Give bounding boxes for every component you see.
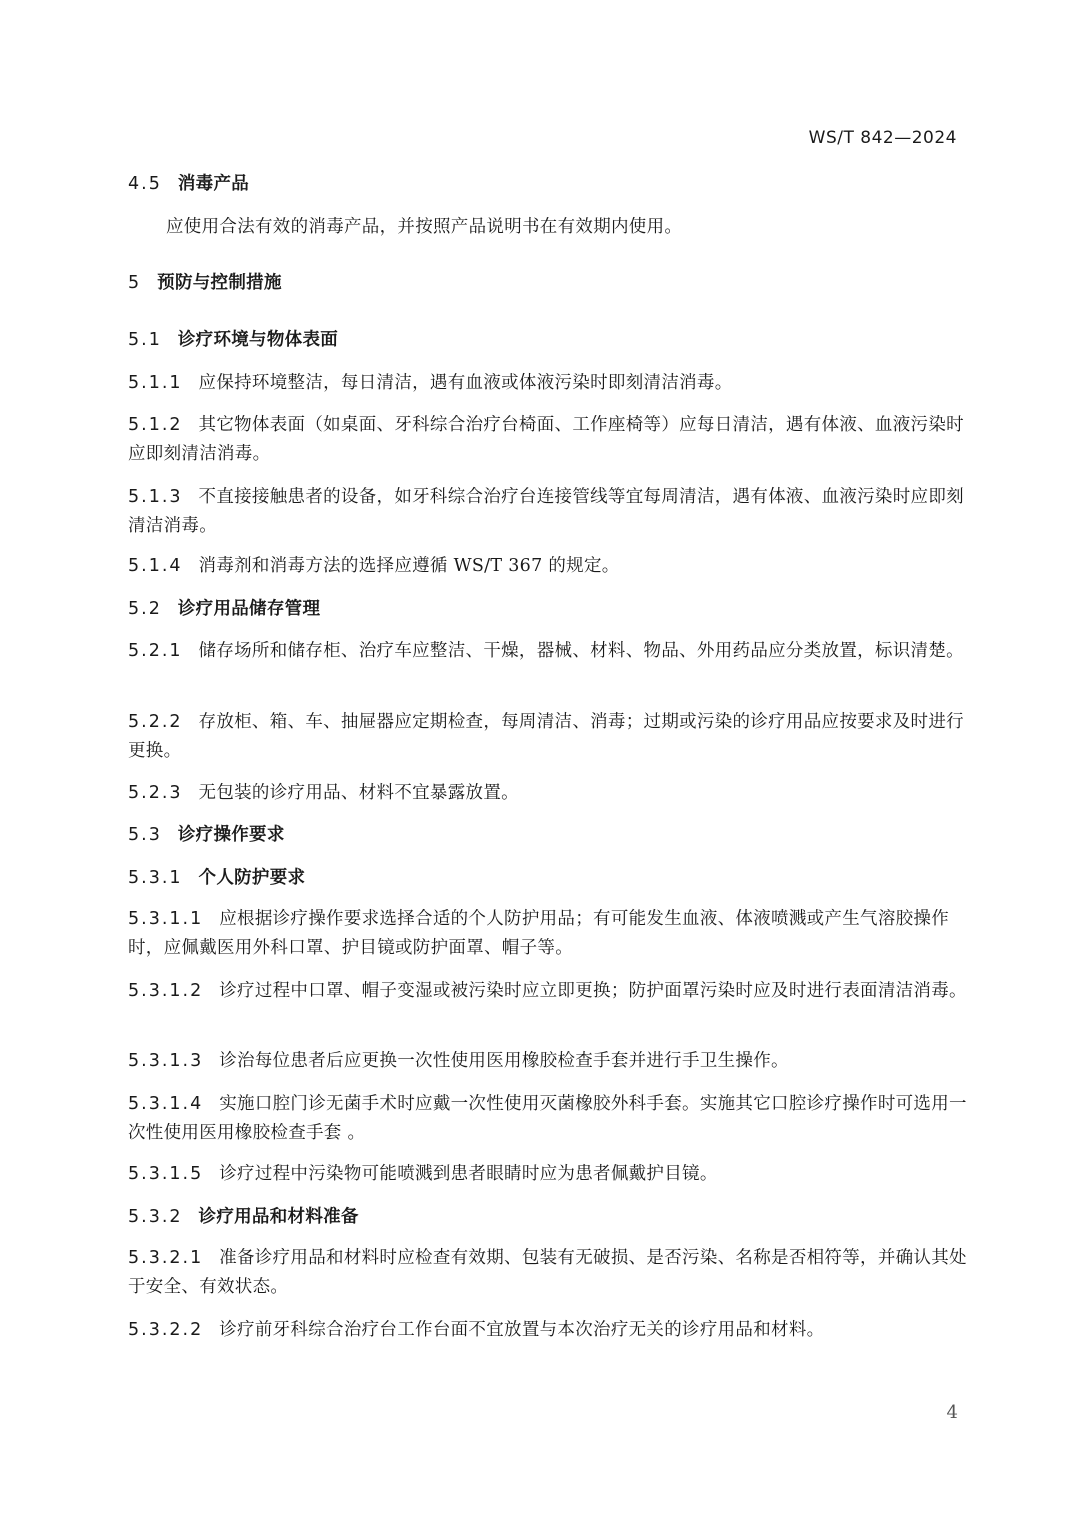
clause-5-3-2-2	[128, 1316, 978, 1345]
section-heading-5-3-2	[128, 1203, 359, 1232]
clause-text: 诊疗过程中污染物可能喷溅到患者眼睛时应为患者佩戴护目镜。	[219, 1164, 718, 1184]
clause-5-3-1-3	[128, 1047, 978, 1076]
clause-text: 不直接接触患者的设备，如牙科综合治疗台连接管线等宜每周清洁，遇有体液、血液污染时应即刻清洁消毒。	[128, 487, 964, 536]
clause-5-3-1-4	[128, 1090, 978, 1148]
section-heading-4-5	[128, 170, 249, 199]
section-heading-5-3	[128, 821, 285, 850]
clause-number: 5.3.1	[128, 868, 183, 888]
clause-number: 5.1	[128, 330, 162, 350]
clause-5-3-1-1	[128, 905, 978, 963]
clause-number: 5.3.2	[128, 1207, 183, 1227]
clause-text: 诊疗过程中口罩、帽子变湿或被污染时应立即更换；防护面罩污染时应及时进行表面清洁消毒。	[219, 981, 967, 1001]
clause-number: 5.3	[128, 825, 162, 845]
clause-text: 应保持环境整洁，每日清洁，遇有血液或体液污染时即刻清洁消毒。	[198, 373, 733, 393]
clause-number: 5.1.4	[128, 556, 183, 576]
clause-5-3-1-2	[128, 977, 978, 1006]
clause-5-3-2-1	[128, 1244, 978, 1302]
heading-text: 诊疗操作要求	[177, 825, 285, 845]
clause-number: 4.5	[128, 174, 162, 194]
clause-number: 5.2.2	[128, 712, 183, 732]
clause-text: 其它物体表面（如桌面、牙科综合治疗台椅面、工作座椅等）应每日清洁，遇有体液、血液污染时应即刻清洁消毒。	[128, 415, 964, 464]
clause-5-2-1	[128, 637, 978, 666]
section-heading-5-3-1	[128, 864, 305, 893]
clause-number: 5.2.1	[128, 641, 183, 661]
clause-text: 存放柜、箱、车、抽屉器应定期检查，每周清洁、消毒；过期或污染的诊疗用品应按要求及时进行更换。	[128, 712, 964, 761]
heading-text: 预防与控制措施	[157, 273, 282, 293]
clause-text: 储存场所和储存柜、治疗车应整洁、干燥，器械、材料、物品、外用药品应分类放置，标识清楚。	[198, 641, 964, 661]
clause-5-1-1	[128, 369, 978, 398]
heading-text: 消毒产品	[177, 174, 250, 194]
clause-number: 5.3.1.2	[128, 981, 204, 1001]
clause-number: 5.1.2	[128, 415, 183, 435]
clause-number: 5.2.3	[128, 783, 183, 803]
clause-number: 5.3.1.3	[128, 1051, 204, 1071]
clause-text: 准备诊疗用品和材料时应检查有效期、包装有无破损、是否污染、名称是否相符等，并确认其处于安全、有效状态。	[128, 1248, 967, 1297]
clause-text: 诊治每位患者后应更换一次性使用医用橡胶检查手套并进行手卫生操作。	[219, 1051, 789, 1071]
clause-number: 5	[128, 273, 142, 293]
clause-text: 诊疗前牙科综合治疗台工作台面不宜放置与本次治疗无关的诊疗用品和材料。	[219, 1320, 825, 1340]
section-heading-5	[128, 269, 282, 298]
clause-text: 应根据诊疗操作要求选择合适的个人防护用品；有可能发生血液、体液喷溅或产生气溶胶操作时，应佩戴医用外科口罩、护目镜或防护面罩、帽子等。	[128, 909, 950, 958]
clause-text: 实施口腔门诊无菌手术时应戴一次性使用灭菌橡胶外科手套。实施其它口腔诊疗操作时可选用一次性使用医用橡胶检查手套 。	[128, 1094, 967, 1143]
heading-text: 个人防护要求	[198, 868, 306, 888]
heading-text: 诊疗用品储存管理	[177, 599, 321, 619]
clause-number: 5.2	[128, 599, 162, 619]
clause-5-2-2	[128, 708, 978, 766]
clause-number: 5.3.1.1	[128, 909, 204, 929]
clause-text: 消毒剂和消毒方法的选择应遵循 WS/T 367 的规定。	[198, 556, 620, 576]
clause-5-2-3	[128, 779, 978, 808]
standard-code: WS/T 842—2024	[808, 128, 957, 148]
clause-5-1-4	[128, 552, 978, 581]
clause-5-1-2	[128, 411, 978, 469]
clause-text: 无包装的诊疗用品、材料不宜暴露放置。	[198, 783, 519, 803]
clause-number: 5.3.1.5	[128, 1164, 204, 1184]
clause-5-1-3	[128, 483, 978, 541]
clause-number: 5.1.1	[128, 373, 183, 393]
section-heading-5-1	[128, 326, 338, 355]
paragraph-4-5: 应使用合法有效的消毒产品，并按照产品说明书在有效期内使用。	[166, 217, 683, 237]
clause-number: 5.3.2.1	[128, 1248, 204, 1268]
clause-number: 5.1.3	[128, 487, 183, 507]
clause-number: 5.3.2.2	[128, 1320, 204, 1340]
page-number: 4	[946, 1402, 958, 1423]
section-heading-5-2	[128, 595, 320, 624]
clause-5-3-1-5	[128, 1160, 978, 1189]
heading-text: 诊疗用品和材料准备	[198, 1207, 359, 1227]
heading-text: 诊疗环境与物体表面	[177, 330, 339, 350]
clause-number: 5.3.1.4	[128, 1094, 204, 1114]
